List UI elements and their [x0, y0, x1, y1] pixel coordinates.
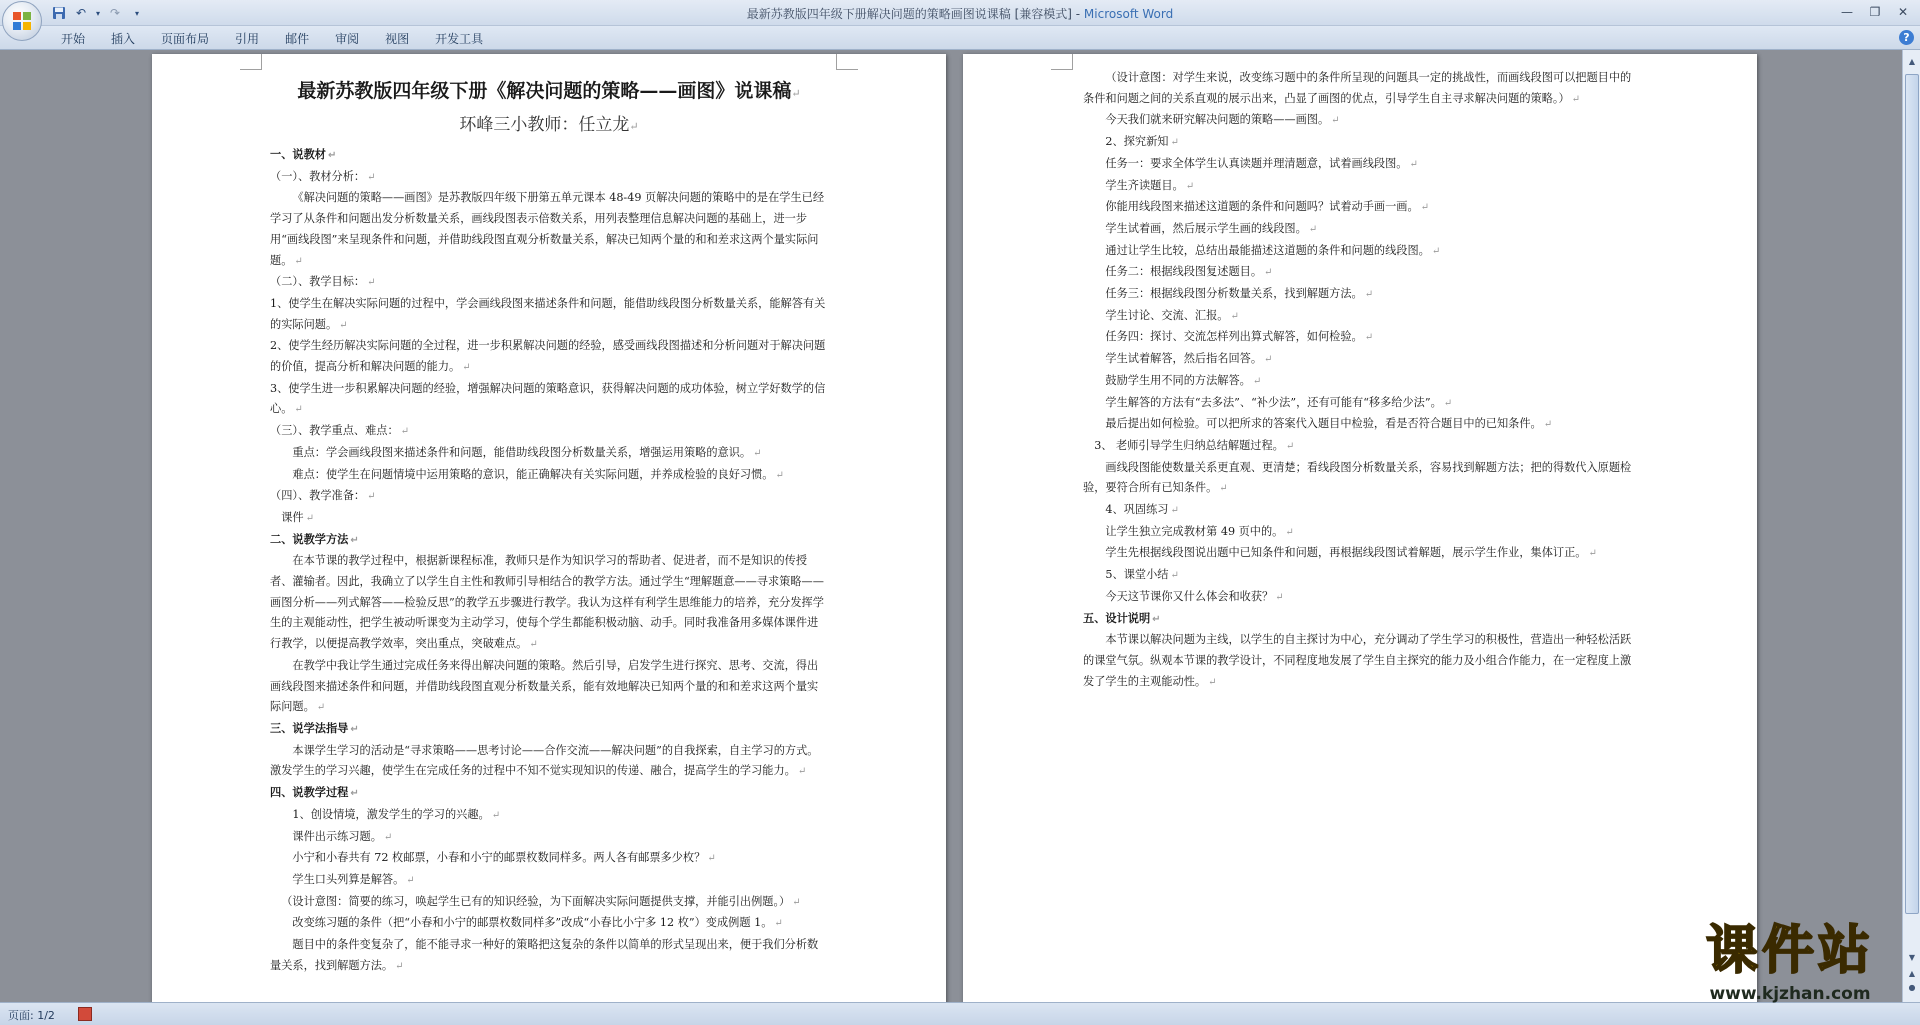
scroll-down-icon[interactable]: ▼ [1908, 952, 1916, 962]
proofing-icon[interactable] [78, 1007, 92, 1021]
paragraph: 《解决问题的策略——画图》是苏教版四年级下册第五单元课本 48-49 页解决问题的策略中的是在学生已经学习了从条件和问题出发分析数量关系，画线段图表示倍数关系，用列表整理信息解决问题的基础上，进一步用“画线段图”来呈现条件和问题，并借助线段图直观分析数量关系，解决已知两个量的和和差求这两个量实际问题。 ↵ [270, 188, 828, 272]
subsection-heading: （二）、教学目标： ↵ [270, 272, 828, 294]
page-1-content [270, 74, 828, 977]
document-page-1[interactable] [152, 54, 946, 1002]
section-heading: 二、说教学方法 ↵ [270, 530, 828, 552]
paragraph: 学生先根据线段图说出题中已知条件和问题，再根据线段图试着解题，展示学生作业，集体订正。 ↵ [1083, 543, 1639, 565]
scroll-up-icon[interactable]: ▲ [1908, 56, 1916, 66]
tab-developer[interactable]: 开发工具 [435, 32, 484, 46]
paragraph: 3、 老师引导学生归纳总结解题过程。 ↵ [1083, 436, 1639, 458]
ribbon [0, 26, 1920, 50]
tab-review[interactable]: 审阅 [335, 32, 360, 46]
previous-page-icon[interactable]: ▲ [1908, 968, 1916, 978]
document-area [0, 50, 1902, 1002]
paragraph: 4、巩固练习 ↵ [1083, 500, 1639, 522]
watermark-url: www.kjzhan.com [1709, 984, 1871, 1004]
paragraph: 学生试着解答，然后指名回答。 ↵ [1083, 349, 1639, 371]
paragraph: 学生解答的方法有“去多法”、“补少法”，还有可能有“移多给少法”。 ↵ [1083, 393, 1639, 415]
subsection-heading: （一）、教材分析： ↵ [270, 167, 828, 189]
customize-toolbar-icon[interactable]: ▾ [134, 8, 139, 18]
tab-insert[interactable]: 插入 [111, 32, 136, 46]
paragraph: 让学生独立完成教材第 49 页中的。 ↵ [1083, 522, 1639, 544]
scrollbar-thumb[interactable] [1905, 74, 1919, 914]
paragraph: 任务四：探讨、交流怎样列出算式解答，如何检验。 ↵ [1083, 327, 1639, 349]
status-bar [0, 1002, 1920, 1025]
paragraph: 画线段图能使数量关系更直观、更清楚；看线段图分析数量关系，容易找到解题方法；把的得数代入原题检验，要符合所有已知条件。 ↵ [1083, 458, 1639, 500]
paragraph: 任务一：要求全体学生认真读题并理清题意，试着画线段图。 ↵ [1083, 154, 1639, 176]
tab-view[interactable]: 视图 [385, 32, 410, 46]
paragraph: 今天我们就来研究解决问题的策略——画图。 ↵ [1083, 110, 1639, 132]
redo-icon[interactable]: ↷ [109, 6, 121, 20]
paragraph: 学生口头列算是解答。 ↵ [270, 870, 828, 892]
paragraph: 改变练习题的条件（把“小春和小宁的邮票枚数同样多”改成“小春比小宁多 12 枚”）变成例题 1。 ↵ [270, 913, 828, 935]
crop-mark [240, 54, 262, 70]
paragraph: 学生讨论、交流、汇报。 ↵ [1083, 306, 1639, 328]
paragraph: 难点：使学生在问题情境中运用策略的意识，能正确解决有关实际问题，并养成检验的良好习惯。 ↵ [270, 465, 828, 487]
paragraph: 你能用线段图来描述这道题的条件和问题吗？试着动手画一画。 ↵ [1083, 197, 1639, 219]
doc-author: 环峰三小教师：任立龙 ↵ [270, 109, 828, 143]
page-count-status[interactable]: 页面: 1/2 [8, 1009, 55, 1022]
tab-page-layout[interactable]: 页面布局 [161, 32, 210, 46]
paragraph: 学生试着画，然后展示学生画的线段图。 ↵ [1083, 219, 1639, 241]
paragraph: 在本节课的教学过程中，根据新课程标准，教师只是作为知识学习的帮助者、促进者，而不是知识的传授者、灌输者。因此，我确立了以学生自主性和教师引导相结合的教学方法。通过学生“理解题意——寻求策略——画图分析——列式解答——检验反思”的教学五步骤进行教学。我认为这样有利学生思维能力的培养，充分发挥学生的主观能动性，把学生被动听课变为主动学习，使每个学生都能积极动脑、动手。同时我准备用多媒体课件进行教学，以便提高教学效率，突出重点，突破难点。 ↵ [270, 551, 828, 656]
paragraph: 小宁和小春共有 72 枚邮票，小春和小宁的邮票枚数同样多。两人各有邮票多少枚？ ↵ [270, 848, 828, 870]
dropdown-icon[interactable]: ▾ [95, 8, 100, 18]
maximize-icon[interactable]: ❐ [1869, 4, 1881, 19]
doc-title: 最新苏教版四年级下册《解决问题的策略——画图》说课稿 ↵ [270, 76, 828, 109]
paragraph: 任务二：根据线段图复述题目。 ↵ [1083, 262, 1639, 284]
document-page-2[interactable] [963, 54, 1757, 1002]
paragraph: 任务三：根据线段图分析数量关系，找到解题方法。 ↵ [1083, 284, 1639, 306]
section-heading: 一、说教材 ↵ [270, 145, 828, 167]
paragraph: 课件出示练习题。 ↵ [270, 827, 828, 849]
ribbon-tabs [48, 30, 496, 48]
paragraph: 最后提出如何检验。可以把所求的答案代入题目中检验，看是否符合题目中的已知条件。 ↵ [1083, 414, 1639, 436]
subsection-heading: （三）、教学重点、难点： ↵ [270, 421, 828, 443]
tab-references[interactable]: 引用 [235, 32, 260, 46]
app-name: Microsoft Word [1083, 7, 1174, 21]
paragraph: 2、使学生经历解决实际问题的全过程，进一步积累解决问题的经验，感受画线段图描述和分析问题对于解决问题的价值，提高分析和解决问题的能力。 ↵ [270, 336, 828, 378]
paragraph: （设计意图：简要的练习，唤起学生已有的知识经验，为下面解决实际问题提供支撑，并能引出例题。） ↵ [270, 892, 828, 914]
close-icon[interactable]: ✕ [1897, 4, 1909, 19]
vertical-scrollbar[interactable] [1902, 50, 1920, 1002]
paragraph: 课件 ↵ [270, 508, 828, 530]
paragraph: 3、使学生进一步积累解决问题的经验，增强解决问题的策略意识，获得解决问题的成功体验，树立学好数学的信心。 ↵ [270, 379, 828, 421]
document-title: 最新苏教版四年级下册解决问题的策略画图说课稿 [兼容模式] - [746, 7, 1084, 21]
window-title [0, 5, 1920, 22]
paragraph: 5、课堂小结 ↵ [1083, 565, 1639, 587]
crop-mark [836, 54, 858, 70]
paragraph: 2、探究新知 ↵ [1083, 132, 1639, 154]
office-logo-icon [13, 12, 32, 31]
paragraph: 题目中的条件变复杂了，能不能寻求一种好的策略把这复杂的条件以简单的形式呈现出来，便于我们分析数量关系，找到解题方法。 ↵ [270, 935, 828, 977]
paragraph: 本节课以解决问题为主线，以学生的自主探讨为中心，充分调动了学生学习的积极性，营造出一种轻松活跃的课堂气氛。纵观本节课的教学设计，不同程度地发展了学生自主探究的能力及小组合作能力，在一定程度上激发了学生的主观能动性。 ↵ [1083, 630, 1639, 693]
watermark-brand: 课件站 [1705, 921, 1874, 981]
crop-mark [1051, 54, 1073, 70]
paragraph: 鼓励学生用不同的方法解答。 ↵ [1083, 371, 1639, 393]
browse-object-icon[interactable]: ● [1908, 982, 1916, 992]
tab-mailings[interactable]: 邮件 [285, 32, 310, 46]
watermark-logo [1665, 920, 1915, 1020]
paragraph: 1、使学生在解决实际问题的过程中，学会画线段图来描述条件和问题，能借助线段图分析数量关系，能解答有关的实际问题。 ↵ [270, 294, 828, 336]
subsection-heading: （四）、教学准备： ↵ [270, 486, 828, 508]
section-heading: 五、设计说明 ↵ [1083, 609, 1639, 631]
help-icon[interactable]: ? [1899, 30, 1914, 45]
undo-icon[interactable]: ↶ [75, 6, 87, 20]
paragraph: （设计意图：对学生来说，改变练习题中的条件所呈现的问题具一定的挑战性，而画线段图可以把题目中的条件和问题之间的关系直观的展示出来，凸显了画图的优点，引导学生自主寻求解决问题的策略。） ↵ [1083, 68, 1639, 110]
section-heading: 三、说学法指导 ↵ [270, 719, 828, 741]
paragraph: 学生齐读题目。 ↵ [1083, 176, 1639, 198]
paragraph: 今天这节课你又什么体会和收获？ ↵ [1083, 587, 1639, 609]
paragraph: 在教学中我让学生通过完成任务来得出解决问题的策略。然后引导，启发学生进行探究、思考、交流，得出画线段图来描述条件和问题，并借助线段图直观分析数量关系，能有效地解决已知两个量的和和差求这两个量实际问题。 ↵ [270, 656, 828, 719]
minimize-icon[interactable]: — [1841, 4, 1853, 19]
page-2-content [1083, 68, 1639, 693]
paragraph: 1、创设情境，激发学生的学习的兴趣。 ↵ [270, 805, 828, 827]
window-controls [1834, 2, 1916, 21]
office-button[interactable] [2, 1, 42, 41]
paragraph: 通过让学生比较，总结出最能描述这道题的条件和问题的线段图。 ↵ [1083, 241, 1639, 263]
section-heading: 四、说教学过程 ↵ [270, 783, 828, 805]
paragraph: 重点：学会画线段图来描述条件和问题，能借助线段图分析数量关系，增强运用策略的意识。 ↵ [270, 443, 828, 465]
tab-home[interactable]: 开始 [61, 32, 86, 46]
title-bar [0, 0, 1920, 26]
paragraph: 本课学生学习的活动是“寻求策略——思考讨论——合作交流——解决问题”的自我探索，自主学习的方式。激发学生的学习兴趣，使学生在完成任务的过程中不知不觉实现知识的传递、融合，提高学生的学习能力。 ↵ [270, 741, 828, 783]
